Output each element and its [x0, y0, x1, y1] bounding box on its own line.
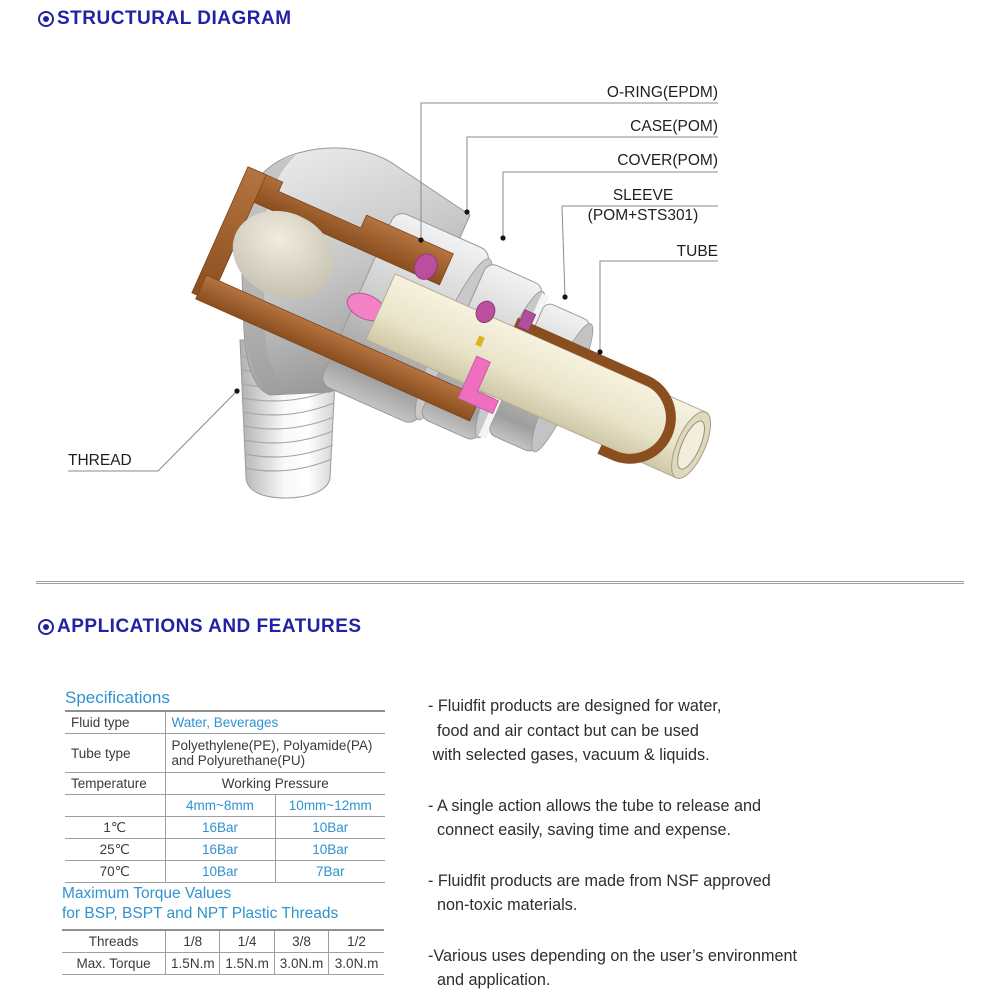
- temp-value: 1℃: [65, 817, 165, 839]
- table-row: [65, 734, 385, 773]
- table-row: [65, 817, 385, 839]
- table-row: [65, 861, 385, 883]
- torque-value: 1.5N.m: [166, 953, 220, 975]
- feature-line: food and air contact but can be used: [428, 721, 699, 740]
- table-row: [65, 773, 385, 795]
- pressure-value: 10Bar: [275, 839, 385, 861]
- temp-value: 25℃: [65, 839, 165, 861]
- bullseye-icon: [38, 619, 54, 635]
- label-thread: THREAD: [68, 452, 132, 469]
- label-sleeve: [568, 186, 718, 226]
- size-col2: 10mm~12mm: [275, 795, 385, 817]
- feature-line: - A single action allows the tube to release and: [428, 796, 761, 815]
- tube-type-label: Tube type: [65, 734, 165, 773]
- label-o-ring: O-RING(EPDM): [606, 84, 718, 101]
- torque-value: 1.5N.m: [220, 953, 274, 975]
- pressure-value: 10Bar: [165, 861, 275, 883]
- section-divider: [36, 581, 964, 584]
- list-item: [428, 944, 933, 993]
- pressure-value: 7Bar: [275, 861, 385, 883]
- feature-line: and application.: [428, 971, 551, 989]
- torque-title-line2: for BSP, BSPT and NPT Plastic Threads: [62, 905, 339, 922]
- threads-header: Threads: [62, 930, 166, 953]
- max-torque-label: Max. Torque: [62, 953, 166, 975]
- pressure-value: 16Bar: [165, 839, 275, 861]
- structural-diagram-title: STRUCTURAL DIAGRAM: [57, 8, 292, 29]
- label-cover: COVER(POM): [617, 152, 718, 169]
- pressure-value: 10Bar: [275, 817, 385, 839]
- table-row: [62, 930, 384, 953]
- specifications-table: [65, 710, 385, 883]
- fluid-type-label: Fluid type: [65, 711, 165, 734]
- torque-value: 3.0N.m: [274, 953, 328, 975]
- torque-table: [62, 929, 384, 975]
- torque-table-wrap: [62, 929, 384, 975]
- fluid-type-value: Water, Beverages: [165, 711, 385, 734]
- temperature-label: Temperature: [65, 773, 165, 795]
- table-row: [62, 953, 384, 975]
- feature-line: connect easily, saving time and expense.: [428, 821, 731, 839]
- tube-type-value: Polyethylene(PE), Polyamide(PA) and Polyurethane(PU): [165, 734, 385, 773]
- table-row: [65, 795, 385, 817]
- specifications-title: Specifications: [65, 688, 170, 707]
- applications-title: APPLICATIONS AND FEATURES: [57, 616, 362, 637]
- torque-value: 3.0N.m: [329, 953, 384, 975]
- feature-line: -Various uses depending on the user’s environment: [428, 946, 797, 965]
- list-item: [428, 694, 933, 768]
- label-sleeve-line2: (POM+STS301): [587, 207, 699, 224]
- list-item: [428, 794, 933, 843]
- list-item: [428, 869, 933, 918]
- specifications-table-wrap: [65, 710, 385, 883]
- label-case: CASE(POM): [630, 118, 718, 135]
- applications-header: [38, 616, 362, 638]
- torque-title: [62, 884, 338, 924]
- thread-size: 1/2: [329, 930, 384, 953]
- label-sleeve-line1: SLEEVE: [612, 187, 674, 204]
- feature-line: non-toxic materials.: [428, 896, 578, 914]
- temp-value: 70℃: [65, 861, 165, 883]
- thread-size: 1/8: [166, 930, 220, 953]
- feature-list: [428, 694, 933, 1000]
- leader-tube: [600, 261, 718, 352]
- working-pressure-label: Working Pressure: [165, 773, 385, 795]
- thread-size: 1/4: [220, 930, 274, 953]
- empty-cell: [65, 795, 165, 817]
- thread-size: 3/8: [274, 930, 328, 953]
- table-row: [65, 839, 385, 861]
- feature-line: - Fluidfit products are made from NSF approved: [428, 871, 771, 890]
- pressure-value: 16Bar: [165, 817, 275, 839]
- torque-title-line1: Maximum Torque Values: [62, 885, 232, 902]
- feature-line: - Fluidfit products are designed for water,: [428, 697, 722, 715]
- size-col1: 4mm~8mm: [165, 795, 275, 817]
- label-tube: TUBE: [676, 243, 718, 260]
- table-row: [65, 711, 385, 734]
- feature-line: with selected gases, vacuum & liquids.: [428, 746, 710, 764]
